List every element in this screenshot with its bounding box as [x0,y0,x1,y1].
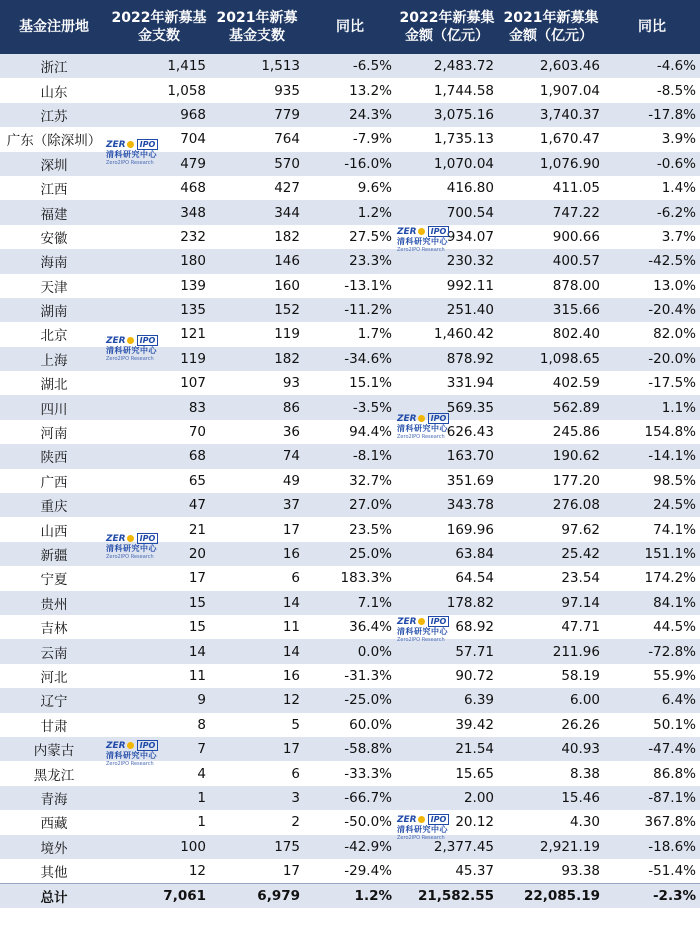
total-amount-2021: 22,085.19 [498,883,604,907]
zero2ipo-watermark-logo: ZER IPO 清科研究中心 Zero2IPO Research [397,616,448,643]
table-row [0,615,700,639]
cell-amount-yoy: 1.4% [604,176,700,200]
cell-amount-2022: 64.54 [396,566,498,590]
cell-amount-yoy: 13.0% [604,274,700,298]
header-count-2021: 2021年新募基金支数 [210,0,304,54]
cell-amount-yoy: -17.5% [604,371,700,395]
cell-count-yoy: 1.7% [304,322,396,346]
cell-count-2021: 36 [210,420,304,444]
cell-amount-yoy: 50.1% [604,713,700,737]
cell-count-2021: 11 [210,615,304,639]
header-count-2022: 2022年新募基金支数 [108,0,210,54]
cell-amount-2022: 169.96 [396,517,498,541]
cell-amount-2021: 276.08 [498,493,604,517]
cell-count-2022: 14 [108,639,210,663]
cell-amount-yoy: -87.1% [604,786,700,810]
cell-count-2022: 11 [108,664,210,688]
cell-count-yoy: 60.0% [304,713,396,737]
table-row [0,371,700,395]
cell-count-2022: 70 [108,420,210,444]
table-row [0,493,700,517]
cell-amount-2022: 230.32 [396,249,498,273]
cell-amount-2022: 2,483.72 [396,54,498,78]
cell-count-2022: 468 [108,176,210,200]
cell-amount-2021: 8.38 [498,761,604,785]
cell-amount-yoy: 44.5% [604,615,700,639]
cell-count-2021: 160 [210,274,304,298]
table-row [0,103,700,127]
cell-amount-2022: 90.72 [396,664,498,688]
cell-amount-2022: 45.37 [396,859,498,883]
cell-amount-yoy: -0.6% [604,152,700,176]
table-row [0,835,700,859]
cell-region: 新疆 [0,542,108,566]
cell-count-2022: 15 [108,591,210,615]
cell-amount-2021: 1,670.47 [498,127,604,151]
cell-count-yoy: 1.2% [304,200,396,224]
cell-amount-2022: 2.00 [396,786,498,810]
cell-amount-2021: 2,603.46 [498,54,604,78]
cell-amount-2022: 68.92 [396,615,498,639]
cell-region: 境外 [0,835,108,859]
cell-region: 西藏 [0,810,108,834]
cell-count-yoy: 36.4% [304,615,396,639]
cell-amount-2022: 1,744.58 [396,78,498,102]
table-row [0,713,700,737]
cell-amount-2021: 40.93 [498,737,604,761]
cell-amount-2021: 1,098.65 [498,347,604,371]
zero2ipo-watermark-logo: ZER IPO 清科研究中心 Zero2IPO Research [106,740,157,767]
cell-amount-yoy: -51.4% [604,859,700,883]
cell-region: 江西 [0,176,108,200]
cell-region: 广东（除深圳） [0,127,108,151]
cell-count-2022: 1 [108,786,210,810]
cell-amount-yoy: -20.0% [604,347,700,371]
cell-region: 湖北 [0,371,108,395]
cell-amount-2021: 802.40 [498,322,604,346]
cell-amount-yoy: -18.6% [604,835,700,859]
cell-count-2021: 14 [210,591,304,615]
table-row [0,127,700,151]
cell-count-yoy: 23.3% [304,249,396,273]
table-row [0,859,700,883]
cell-count-2021: 17 [210,737,304,761]
table-row [0,322,700,346]
cell-count-2022: 65 [108,469,210,493]
cell-amount-2021: 245.86 [498,420,604,444]
cell-amount-2021: 23.54 [498,566,604,590]
cell-amount-2021: 1,076.90 [498,152,604,176]
table-row [0,200,700,224]
zero2ipo-watermark-logo: ZER IPO 清科研究中心 Zero2IPO Research [397,226,448,253]
cell-count-2021: 5 [210,713,304,737]
header-row [0,0,700,54]
cell-amount-2022: 21.54 [396,737,498,761]
cell-amount-2021: 25.42 [498,542,604,566]
total-count-yoy: 1.2% [304,883,396,907]
cell-amount-2021: 6.00 [498,688,604,712]
cell-amount-yoy: -14.1% [604,444,700,468]
cell-amount-2022: 1,460.42 [396,322,498,346]
table-row [0,274,700,298]
cell-count-2021: 119 [210,322,304,346]
total-amount-yoy: -2.3% [604,883,700,907]
cell-count-2021: 764 [210,127,304,151]
cell-count-2021: 37 [210,493,304,517]
cell-region: 宁夏 [0,566,108,590]
cell-count-yoy: 23.5% [304,517,396,541]
cell-region: 山西 [0,517,108,541]
cell-region: 北京 [0,322,108,346]
cell-count-2022: 107 [108,371,210,395]
cell-region: 陕西 [0,444,108,468]
cell-region: 安徽 [0,225,108,249]
cell-count-2021: 935 [210,78,304,102]
cell-count-2021: 6 [210,566,304,590]
cell-amount-2022: 3,075.16 [396,103,498,127]
cell-region: 贵州 [0,591,108,615]
cell-amount-yoy: 1.1% [604,395,700,419]
cell-amount-2021: 190.62 [498,444,604,468]
cell-amount-2022: 2,377.45 [396,835,498,859]
header-count-yoy: 同比 [304,0,396,54]
zero2ipo-watermark-logo: ZER IPO 清科研究中心 Zero2IPO Research [106,533,157,560]
cell-amount-yoy: -8.5% [604,78,700,102]
cell-amount-2022: 569.35 [396,395,498,419]
cell-count-2022: 100 [108,835,210,859]
cell-count-yoy: -13.1% [304,274,396,298]
cell-count-2022: 1 [108,810,210,834]
cell-amount-2022: 39.42 [396,713,498,737]
cell-amount-2021: 402.59 [498,371,604,395]
cell-count-2022: 7 [108,737,210,761]
table-row [0,517,700,541]
cell-amount-2021: 2,921.19 [498,835,604,859]
cell-count-yoy: -25.0% [304,688,396,712]
cell-count-2021: 427 [210,176,304,200]
cell-count-yoy: -66.7% [304,786,396,810]
table-row [0,761,700,785]
cell-count-2022: 12 [108,859,210,883]
cell-amount-2021: 58.19 [498,664,604,688]
cell-amount-yoy: 86.8% [604,761,700,785]
cell-amount-2021: 211.96 [498,639,604,663]
cell-count-yoy: -11.2% [304,298,396,322]
cell-region: 深圳 [0,152,108,176]
cell-amount-yoy: 6.4% [604,688,700,712]
cell-amount-2022: 700.54 [396,200,498,224]
cell-region: 重庆 [0,493,108,517]
cell-amount-yoy: 367.8% [604,810,700,834]
cell-region: 湖南 [0,298,108,322]
table-row [0,664,700,688]
cell-amount-2021: 3,740.37 [498,103,604,127]
cell-amount-yoy: -20.4% [604,298,700,322]
table-row [0,444,700,468]
total-region: 总计 [0,883,108,907]
zero2ipo-watermark-logo: ZER IPO 清科研究中心 Zero2IPO Research [106,139,157,166]
cell-count-2021: 344 [210,200,304,224]
cell-amount-yoy: -6.2% [604,200,700,224]
cell-region: 福建 [0,200,108,224]
zero2ipo-watermark-logo: ZER IPO 清科研究中心 Zero2IPO Research [106,335,157,362]
table-row [0,54,700,78]
cell-amount-2022: 878.92 [396,347,498,371]
cell-count-yoy: -7.9% [304,127,396,151]
cell-count-yoy: -58.8% [304,737,396,761]
cell-amount-yoy: 24.5% [604,493,700,517]
cell-amount-2022: 6.39 [396,688,498,712]
cell-region: 甘肃 [0,713,108,737]
cell-amount-yoy: 55.9% [604,664,700,688]
cell-count-2021: 17 [210,517,304,541]
cell-amount-2022: 626.43 [396,420,498,444]
cell-count-2022: 4 [108,761,210,785]
table-row [0,78,700,102]
cell-count-yoy: -42.9% [304,835,396,859]
cell-count-yoy: -31.3% [304,664,396,688]
cell-amount-2021: 4.30 [498,810,604,834]
total-count-2022: 7,061 [108,883,210,907]
cell-amount-yoy: 82.0% [604,322,700,346]
cell-count-yoy: -3.5% [304,395,396,419]
cell-region: 江苏 [0,103,108,127]
cell-count-2021: 12 [210,688,304,712]
cell-amount-2022: 15.65 [396,761,498,785]
cell-count-2022: 180 [108,249,210,273]
cell-amount-2022: 351.69 [396,469,498,493]
cell-count-2021: 93 [210,371,304,395]
cell-count-yoy: 7.1% [304,591,396,615]
table-row [0,786,700,810]
cell-count-2022: 704 [108,127,210,151]
cell-count-2022: 348 [108,200,210,224]
cell-amount-yoy: 151.1% [604,542,700,566]
cell-count-yoy: 27.5% [304,225,396,249]
cell-count-2022: 9 [108,688,210,712]
cell-amount-2021: 562.89 [498,395,604,419]
header-region: 基金注册地 [0,0,108,54]
cell-amount-2022: 416.80 [396,176,498,200]
cell-count-2022: 1,415 [108,54,210,78]
cell-count-2022: 20 [108,542,210,566]
cell-amount-2021: 400.57 [498,249,604,273]
table-row [0,469,700,493]
cell-region: 浙江 [0,54,108,78]
cell-amount-yoy: -17.8% [604,103,700,127]
cell-amount-yoy: 98.5% [604,469,700,493]
header-amount-yoy: 同比 [604,0,700,54]
cell-count-2021: 86 [210,395,304,419]
cell-count-2022: 121 [108,322,210,346]
cell-amount-2022: 1,735.13 [396,127,498,151]
cell-region: 上海 [0,347,108,371]
total-count-2021: 6,979 [210,883,304,907]
cell-count-2021: 182 [210,225,304,249]
cell-amount-yoy: -72.8% [604,639,700,663]
cell-amount-2022: 934.07 [396,225,498,249]
cell-count-2021: 74 [210,444,304,468]
cell-count-yoy: 0.0% [304,639,396,663]
zero2ipo-watermark-logo: ZER IPO 清科研究中心 Zero2IPO Research [397,413,448,440]
cell-count-yoy: 15.1% [304,371,396,395]
table-row [0,225,700,249]
cell-count-2021: 152 [210,298,304,322]
total-row [0,883,700,907]
cell-count-2022: 479 [108,152,210,176]
cell-count-yoy: 32.7% [304,469,396,493]
cell-count-2022: 139 [108,274,210,298]
cell-count-yoy: -33.3% [304,761,396,785]
cell-region: 河南 [0,420,108,444]
cell-count-2021: 16 [210,664,304,688]
cell-amount-2022: 1,070.04 [396,152,498,176]
cell-count-2021: 6 [210,761,304,785]
zero2ipo-watermark-logo: ZER IPO 清科研究中心 Zero2IPO Research [397,814,448,841]
cell-amount-2021: 93.38 [498,859,604,883]
cell-amount-2022: 57.71 [396,639,498,663]
table-row [0,591,700,615]
cell-region: 青海 [0,786,108,810]
cell-amount-2021: 97.62 [498,517,604,541]
cell-count-2021: 3 [210,786,304,810]
cell-count-yoy: -8.1% [304,444,396,468]
cell-amount-yoy: 174.2% [604,566,700,590]
cell-amount-2022: 63.84 [396,542,498,566]
cell-amount-yoy: 154.8% [604,420,700,444]
cell-count-2022: 47 [108,493,210,517]
header-amount-2022: 2022年新募集金额（亿元） [396,0,498,54]
table-row [0,737,700,761]
cell-amount-2022: 178.82 [396,591,498,615]
cell-count-2022: 119 [108,347,210,371]
table-row [0,542,700,566]
cell-amount-2022: 343.78 [396,493,498,517]
table-row [0,639,700,663]
cell-amount-yoy: 74.1% [604,517,700,541]
cell-count-2021: 779 [210,103,304,127]
table-row [0,810,700,834]
cell-count-yoy: -50.0% [304,810,396,834]
cell-region: 其他 [0,859,108,883]
table-row [0,395,700,419]
cell-count-2022: 8 [108,713,210,737]
cell-region: 天津 [0,274,108,298]
cell-count-yoy: -16.0% [304,152,396,176]
cell-count-2022: 15 [108,615,210,639]
cell-amount-yoy: -42.5% [604,249,700,273]
cell-region: 吉林 [0,615,108,639]
cell-count-yoy: -6.5% [304,54,396,78]
cell-amount-2021: 315.66 [498,298,604,322]
cell-amount-2021: 15.46 [498,786,604,810]
table-row [0,249,700,273]
cell-count-yoy: 13.2% [304,78,396,102]
table-row [0,566,700,590]
cell-count-2022: 1,058 [108,78,210,102]
cell-amount-2022: 163.70 [396,444,498,468]
cell-region: 内蒙古 [0,737,108,761]
cell-amount-2021: 900.66 [498,225,604,249]
cell-region: 黑龙江 [0,761,108,785]
cell-amount-2022: 992.11 [396,274,498,298]
cell-count-yoy: 183.3% [304,566,396,590]
cell-count-yoy: 27.0% [304,493,396,517]
total-amount-2022: 21,582.55 [396,883,498,907]
table-row [0,688,700,712]
cell-count-yoy: 9.6% [304,176,396,200]
cell-region: 山东 [0,78,108,102]
cell-count-yoy: 24.3% [304,103,396,127]
cell-region: 云南 [0,639,108,663]
cell-amount-yoy: 84.1% [604,591,700,615]
cell-amount-yoy: 3.9% [604,127,700,151]
cell-count-2021: 182 [210,347,304,371]
cell-amount-2021: 411.05 [498,176,604,200]
cell-amount-2022: 331.94 [396,371,498,395]
cell-amount-2021: 47.71 [498,615,604,639]
cell-count-2021: 175 [210,835,304,859]
cell-count-yoy: -34.6% [304,347,396,371]
cell-count-yoy: 25.0% [304,542,396,566]
cell-count-yoy: 94.4% [304,420,396,444]
cell-amount-2021: 1,907.04 [498,78,604,102]
table-row [0,298,700,322]
cell-count-2021: 17 [210,859,304,883]
header-amount-2021: 2021年新募集金额（亿元） [498,0,604,54]
cell-amount-2021: 97.14 [498,591,604,615]
cell-count-2021: 570 [210,152,304,176]
table-row [0,176,700,200]
cell-amount-yoy: 3.7% [604,225,700,249]
cell-amount-yoy: -4.6% [604,54,700,78]
cell-amount-2022: 20.12 [396,810,498,834]
cell-count-2022: 17 [108,566,210,590]
cell-count-2022: 968 [108,103,210,127]
cell-count-2022: 68 [108,444,210,468]
cell-amount-2021: 26.26 [498,713,604,737]
cell-count-yoy: -29.4% [304,859,396,883]
cell-count-2022: 232 [108,225,210,249]
cell-count-2021: 49 [210,469,304,493]
cell-count-2021: 2 [210,810,304,834]
cell-amount-2021: 878.00 [498,274,604,298]
cell-count-2021: 16 [210,542,304,566]
cell-region: 广西 [0,469,108,493]
cell-amount-yoy: -47.4% [604,737,700,761]
cell-region: 河北 [0,664,108,688]
cell-amount-2021: 747.22 [498,200,604,224]
cell-count-2022: 135 [108,298,210,322]
cell-count-2022: 83 [108,395,210,419]
cell-count-2022: 21 [108,517,210,541]
cell-count-2021: 146 [210,249,304,273]
table-row [0,420,700,444]
table-row [0,152,700,176]
table-row [0,347,700,371]
cell-count-2021: 1,513 [210,54,304,78]
cell-amount-2022: 251.40 [396,298,498,322]
cell-region: 海南 [0,249,108,273]
cell-region: 四川 [0,395,108,419]
cell-amount-2021: 177.20 [498,469,604,493]
cell-region: 辽宁 [0,688,108,712]
cell-count-2021: 14 [210,639,304,663]
